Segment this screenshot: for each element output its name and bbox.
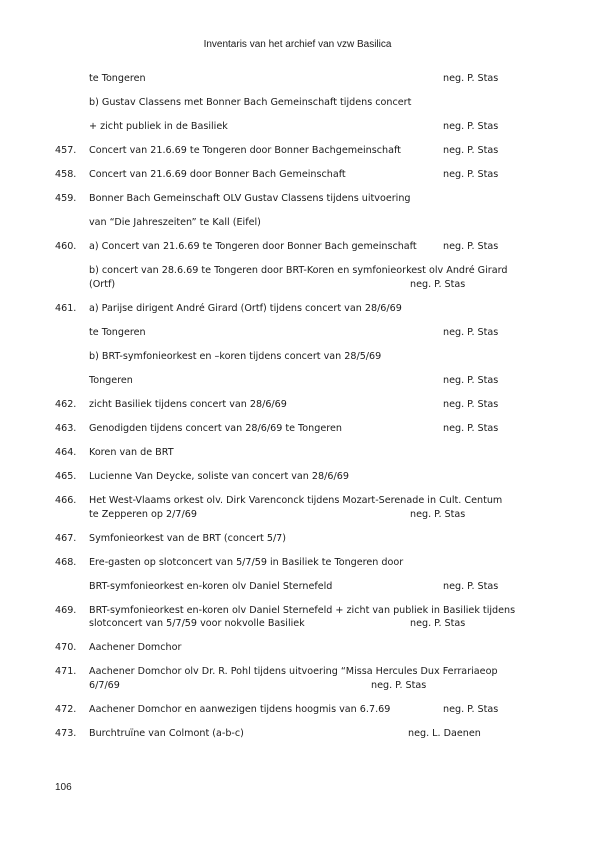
item-text: slotconcert van 5/7/59 voor nokvolle Basiliek <box>89 618 305 629</box>
item-number: 464. <box>55 447 77 458</box>
item-number: 469. <box>55 605 77 616</box>
item-text: zicht Basiliek tijdens concert van 28/6/69 <box>89 399 287 410</box>
item-text: Aachener Domchor <box>89 642 182 653</box>
item-negative: neg. P. Stas <box>443 169 499 180</box>
item-text: van “Die Jahreszeiten” te Kall (Eifel) <box>89 217 261 228</box>
item-number: 457. <box>55 145 77 156</box>
page-header: Inventaris van het archief van vzw Basilica <box>203 39 392 50</box>
item-number: 462. <box>55 399 77 410</box>
item-negative: neg. P. Stas <box>443 375 499 386</box>
item-number: 466. <box>55 495 77 506</box>
item-number: 459. <box>55 193 77 204</box>
item-number: 473. <box>55 728 77 739</box>
item-text: Symfonieorkest van de BRT (concert 5/7) <box>89 533 287 544</box>
item-text: te Zepperen op 2/7/69 <box>89 509 197 520</box>
item-text: + zicht publiek in de Basiliek <box>89 121 228 132</box>
item-text: Tongeren <box>89 375 133 386</box>
item-text: a) Concert van 21.6.69 te Tongeren door Bonner Bach gemeinschaft <box>89 241 417 252</box>
item-text: Aachener Domchor olv Dr. R. Pohl tijdens uitvoering “Missa Hercules Dux Ferrariaeop <box>89 666 498 677</box>
item-text: 6/7/69 <box>89 680 120 691</box>
item-negative: neg. P. Stas <box>410 618 466 629</box>
item-text: Lucienne Van Deycke, soliste van concert van 28/6/69 <box>89 471 349 482</box>
item-negative: neg. P. Stas <box>443 327 499 338</box>
item-number: 467. <box>55 533 77 544</box>
item-negative: neg. P. Stas <box>443 581 499 592</box>
item-number: 465. <box>55 471 77 482</box>
item-negative: neg. L. Daenen <box>408 728 481 739</box>
item-number: 460. <box>55 241 77 252</box>
item-number: 472. <box>55 704 77 715</box>
item-text: b) Gustav Classens met Bonner Bach Gemeinschaft tijdens concert <box>89 97 412 108</box>
item-text: Het West-Vlaams orkest olv. Dirk Varenconck tijdens Mozart-Serenade in Cult. Centum <box>89 495 503 506</box>
item-text: b) concert van 28.6.69 te Tongeren door BRT-Koren en symfonieorkest olv André Girard <box>89 265 508 276</box>
item-negative: neg. P. Stas <box>443 423 499 434</box>
item-text: BRT-symfonieorkest en-koren olv Daniel Sternefeld + zicht van publiek in Basiliek tijdens <box>89 605 516 616</box>
item-text: Concert van 21.6.69 te Tongeren door Bonner Bachgemeinschaft <box>89 145 401 156</box>
item-negative: neg. P. Stas <box>443 145 499 156</box>
item-text: Concert van 21.6.69 door Bonner Bach Gemeinschaft <box>89 169 346 180</box>
item-text: te Tongeren <box>89 327 146 338</box>
item-negative: neg. P. Stas <box>443 241 499 252</box>
item-negative: neg. P. Stas <box>371 680 427 691</box>
item-number: 463. <box>55 423 77 434</box>
item-text: Bonner Bach Gemeinschaft OLV Gustav Classens tijdens uitvoering <box>89 193 411 204</box>
item-text: b) BRT-symfonieorkest en –koren tijdens concert van 28/5/69 <box>89 351 382 362</box>
item-number: 470. <box>55 642 77 653</box>
item-negative: neg. P. Stas <box>410 509 466 520</box>
item-text: BRT-symfonieorkest en-koren olv Daniel Sternefeld <box>89 581 333 592</box>
page-number: 106 <box>55 782 72 793</box>
item-text: te Tongeren <box>89 73 146 84</box>
item-text: Aachener Domchor en aanwezigen tijdens hoogmis van 6.7.69 <box>89 704 391 715</box>
item-number: 461. <box>55 303 77 314</box>
item-negative: neg. P. Stas <box>410 279 466 290</box>
item-text: Koren van de BRT <box>89 447 174 458</box>
item-number: 458. <box>55 169 77 180</box>
item-number: 468. <box>55 557 77 568</box>
item-number: 471. <box>55 666 77 677</box>
item-text: Genodigden tijdens concert van 28/6/69 te Tongeren <box>89 423 342 434</box>
item-text: (Ortf) <box>89 279 116 290</box>
item-text: Ere-gasten op slotconcert van 5/7/59 in Basiliek te Tongeren door <box>89 557 404 568</box>
item-text: Burchtruïne van Colmont (a-b-c) <box>89 728 244 739</box>
item-negative: neg. P. Stas <box>443 399 499 410</box>
item-negative: neg. P. Stas <box>443 704 499 715</box>
item-negative: neg. P. Stas <box>443 121 499 132</box>
item-negative: neg. P. Stas <box>443 73 499 84</box>
item-text: a) Parijse dirigent André Girard (Ortf) tijdens concert van 28/6/69 <box>89 303 402 314</box>
